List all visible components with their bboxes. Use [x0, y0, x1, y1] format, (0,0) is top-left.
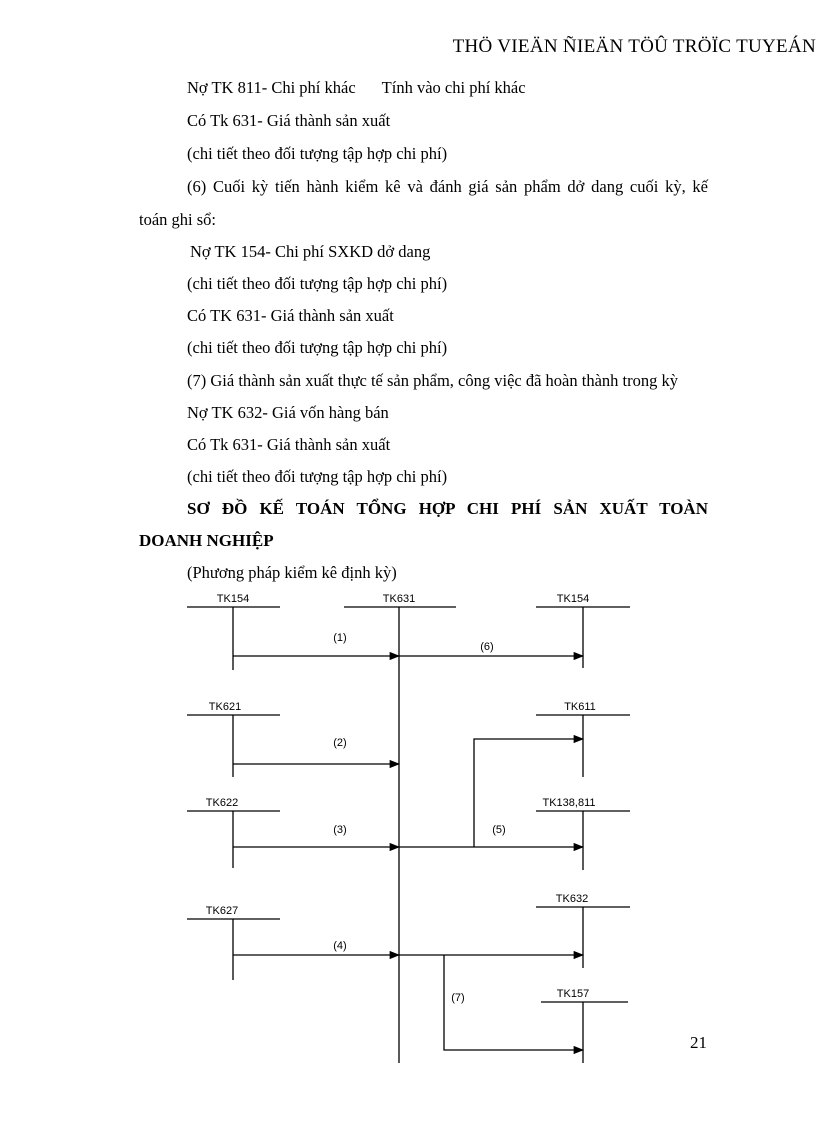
- label-tk631: TK631: [382, 593, 416, 605]
- label-tk627: TK627: [205, 905, 239, 917]
- text-line-2: Có Tk 631- Giá thành sản xuất: [187, 111, 391, 130]
- label-tk611: TK611: [564, 701, 596, 713]
- text-line-6: Nợ TK 154- Chi phí SXKD dở dang: [190, 242, 431, 261]
- page-header: THÖ VIEÄN ÑIEÄN TÖÛ TRÖÏC TUYEÁN: [452, 36, 816, 57]
- label-flow-2: (2): [333, 737, 347, 749]
- flow-5-branch-arrow: [474, 739, 583, 847]
- label-tk154-right: TK154: [556, 593, 590, 605]
- label-flow-5: (5): [492, 824, 506, 836]
- text-line-10: (7) Giá thành sản xuất thực tế sản phẩm, công việc đã hoàn thành trong kỳ: [187, 371, 678, 390]
- page-number: 21: [690, 1033, 707, 1052]
- text-line-3: (chi tiết theo đối tượng tập hợp chi phí): [187, 144, 448, 163]
- label-tk622: TK622: [205, 797, 239, 809]
- text-line-5: toán ghi sổ:: [139, 210, 216, 229]
- label-flow-1: (1): [333, 632, 347, 644]
- text-debit-811: Nợ TK 811- Chi phí khác: [187, 78, 356, 97]
- label-tk621: TK621: [208, 701, 242, 713]
- section-heading: SƠ ĐỒ KẾ TOÁN TỔNG HỢP CHI PHÍ SẢN XUẤT TOÀN: [187, 499, 708, 518]
- text-line-8: Có TK 631- Giá thành sản xuất: [187, 306, 394, 325]
- text-line-7: (chi tiết theo đối tượng tập hợp chi phí): [187, 274, 448, 293]
- text-note-other-cost: Tính vào chi phí khác: [381, 78, 526, 97]
- diagram-subtitle: (Phương pháp kiểm kê định kỳ): [187, 563, 397, 582]
- label-flow-7: (7): [451, 992, 465, 1004]
- label-tk632: TK632: [555, 893, 589, 905]
- text-line-11: Nợ TK 632- Giá vốn hàng bán: [187, 403, 389, 422]
- text-line-12: Có Tk 631- Giá thành sản xuất: [187, 435, 391, 454]
- label-flow-6: (6): [480, 641, 494, 653]
- text-line-9: (chi tiết theo đối tượng tập hợp chi phí): [187, 338, 448, 357]
- label-tk154-left: TK154: [216, 593, 250, 605]
- text-line-13: (chi tiết theo đối tượng tập hợp chi phí): [187, 467, 448, 486]
- label-tk138-811: TK138,811: [542, 797, 596, 809]
- label-flow-4: (4): [333, 940, 347, 952]
- section-heading-cont: DOANH NGHIỆP: [139, 531, 274, 550]
- label-tk157: TK157: [556, 988, 590, 1000]
- text-line-4: (6) Cuối kỳ tiến hành kiểm kê và đánh giá sản phẩm dở dang cuối kỳ, kế: [187, 177, 708, 196]
- label-flow-3: (3): [333, 824, 347, 836]
